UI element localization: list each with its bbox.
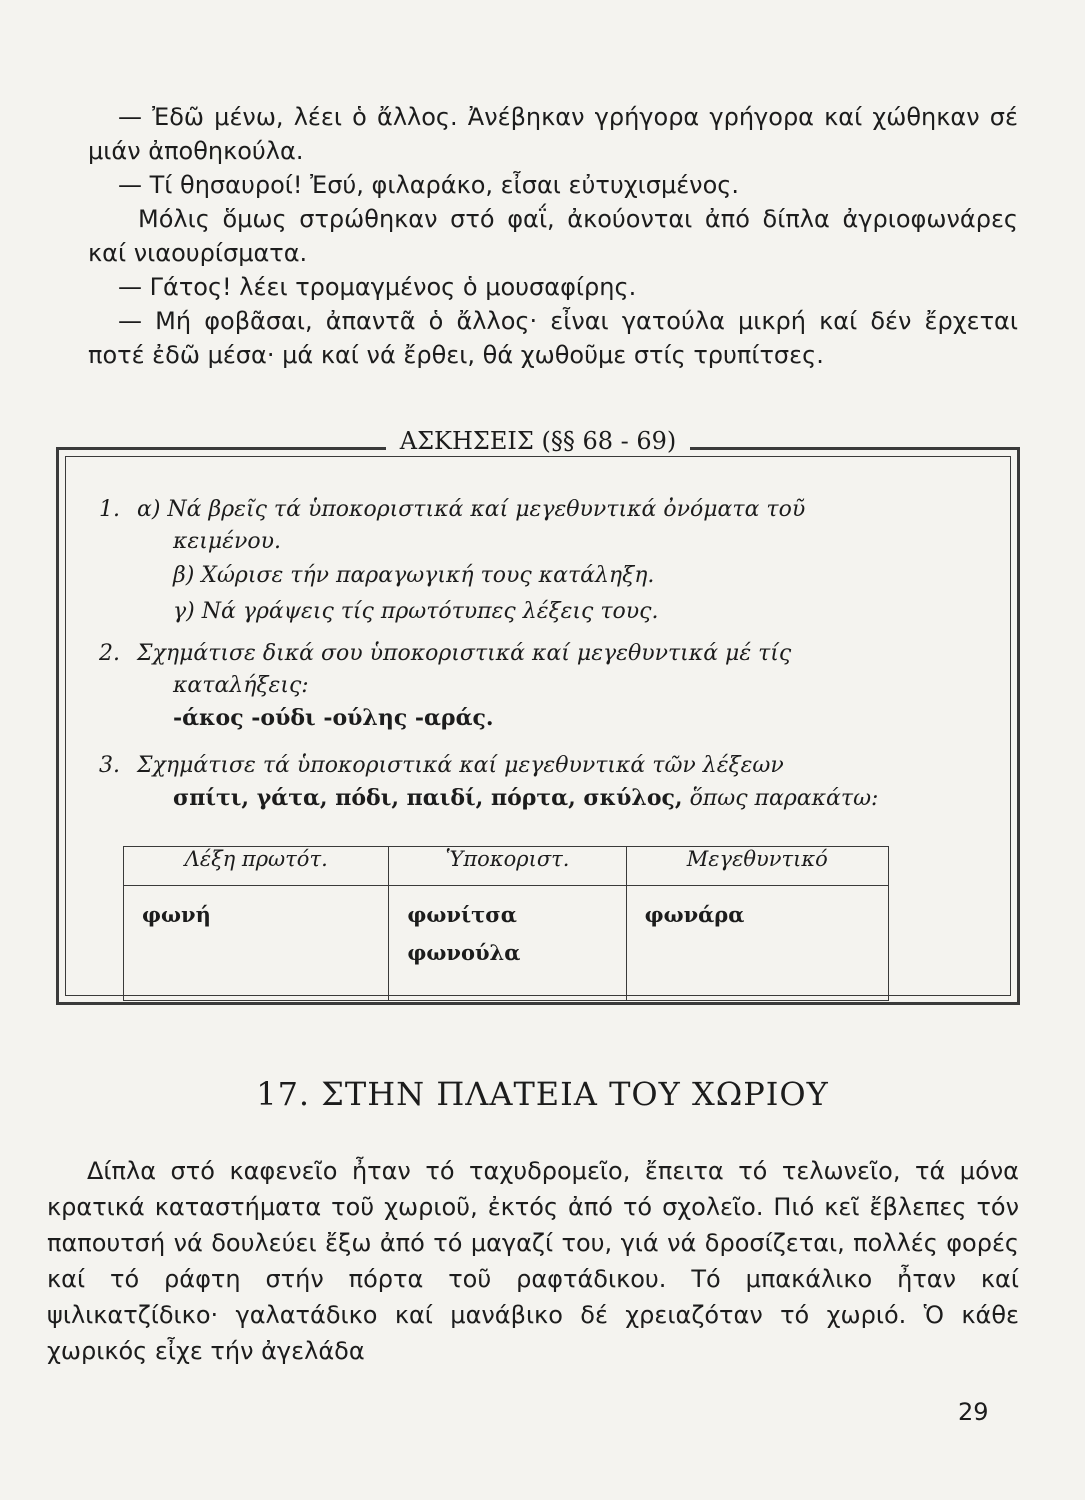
exercise-2: 2. Σχημάτισε δικά σου ὑποκοριστικά καί μεγεθυντικά μέ τίς καταλήξεις: -άκος -ούδι -ούλης -αράς. bbox=[99, 641, 792, 731]
dialogue-section bbox=[88, 100, 1018, 372]
table-header: Ὑποκοριστ. bbox=[389, 847, 626, 886]
dialogue-line: Μόλις ὅμως στρώθηκαν στό φαΐ, ἀκούονται ἀπό δίπλα ἀγριοφωνάρες καί νιαουρίσματα. bbox=[88, 205, 1018, 267]
chapter-body bbox=[47, 1153, 1019, 1369]
exercise-1c: γ) Νά γράψεις τίς πρωτότυπες λέξεις τους. bbox=[173, 599, 659, 624]
dialogue-line: — Τί θησαυροί! Ἐσύ, φιλαράκο, εἶσαι εὐτυχισμένος. bbox=[118, 171, 739, 199]
word-forms-table bbox=[123, 846, 889, 1001]
page-number: 29 bbox=[958, 1398, 989, 1426]
paragraph: Δίπλα στό καφενεῖο ἦταν τό ταχυδρομεῖο, ἔπειτα τό τελωνεῖο, τά μόνα κρατικά καταστήματα τοῦ χωριοῦ, ἐκτός ἀπό τό σχολεῖο. Πιό κεῖ ἔβλεπες τόν παπουτσή νά δουλεύει ἔξω ἀπό τό μαγαζί του, γιά νά δροσίζεται, πολλές φορές καί τό ράφτη στήν πόρτα τοῦ ραφτάδικου. Τό μπακάλικο ἦταν καί ψιλικατζίδικο· γαλατάδικο καί μανάβικο δέ χρειαζόταν τό χωριό. Ὁ κάθε χωρικός εἶχε τήν ἀγελάδα bbox=[47, 1157, 1019, 1365]
dialogue-line: — Γάτος! λέει τρομαγμένος ὁ μουσαφίρης. bbox=[118, 273, 637, 301]
table-header: Λέξη πρωτότ. bbox=[124, 847, 389, 886]
dialogue-line: — Ἐδῶ μένω, λέει ὁ ἄλλος. Ἀνέβηκαν γρήγορα γρήγορα καί χώθηκαν σέ μιάν ἀποθηκούλα. bbox=[88, 103, 1018, 165]
exercises-heading: ΑΣΚΗΣΕΙΣ (§§ 68 - 69) bbox=[59, 426, 1017, 456]
exercise-1b: β) Χώρισε τήν παραγωγική τους κατάληξη. bbox=[173, 563, 655, 588]
table-cell-diminutive: φωνίτσα φωνούλα bbox=[389, 886, 626, 1001]
exercise-3: 3. Σχημάτισε τά ὑποκοριστικά καί μεγεθυντικά τῶν λέξεων σπίτι, γάτα, πόδι, παιδί, πόρτα, σκύλος, ὅπως παρακάτω: bbox=[99, 753, 879, 811]
table-cell-augmentative: φωνάρα bbox=[626, 886, 888, 1001]
exercises-box bbox=[56, 427, 1020, 1005]
table-header: Μεγεθυντικό bbox=[626, 847, 888, 886]
dialogue-line: — Μή φοβᾶσαι, ἀπαντᾶ ὁ ἄλλος· εἶναι γατούλα μικρή καί δέν ἔρχεται ποτέ ἐδῶ μέσα· μά καί νά ἔρθει, θά χωθοῦμε στίς τρυπίτσες. bbox=[88, 307, 1018, 369]
table-cell-word: φωνή bbox=[124, 886, 389, 1001]
exercise-1a: 1. α) Νά βρεῖς τά ὑποκοριστικά καί μεγεθυντικά ὀνόματα τοῦ κειμένου. bbox=[99, 497, 806, 554]
chapter-title: 17. ΣΤΗΝ ΠΛΑΤΕΙΑ ΤΟΥ ΧΩΡΙΟΥ bbox=[256, 1075, 829, 1113]
